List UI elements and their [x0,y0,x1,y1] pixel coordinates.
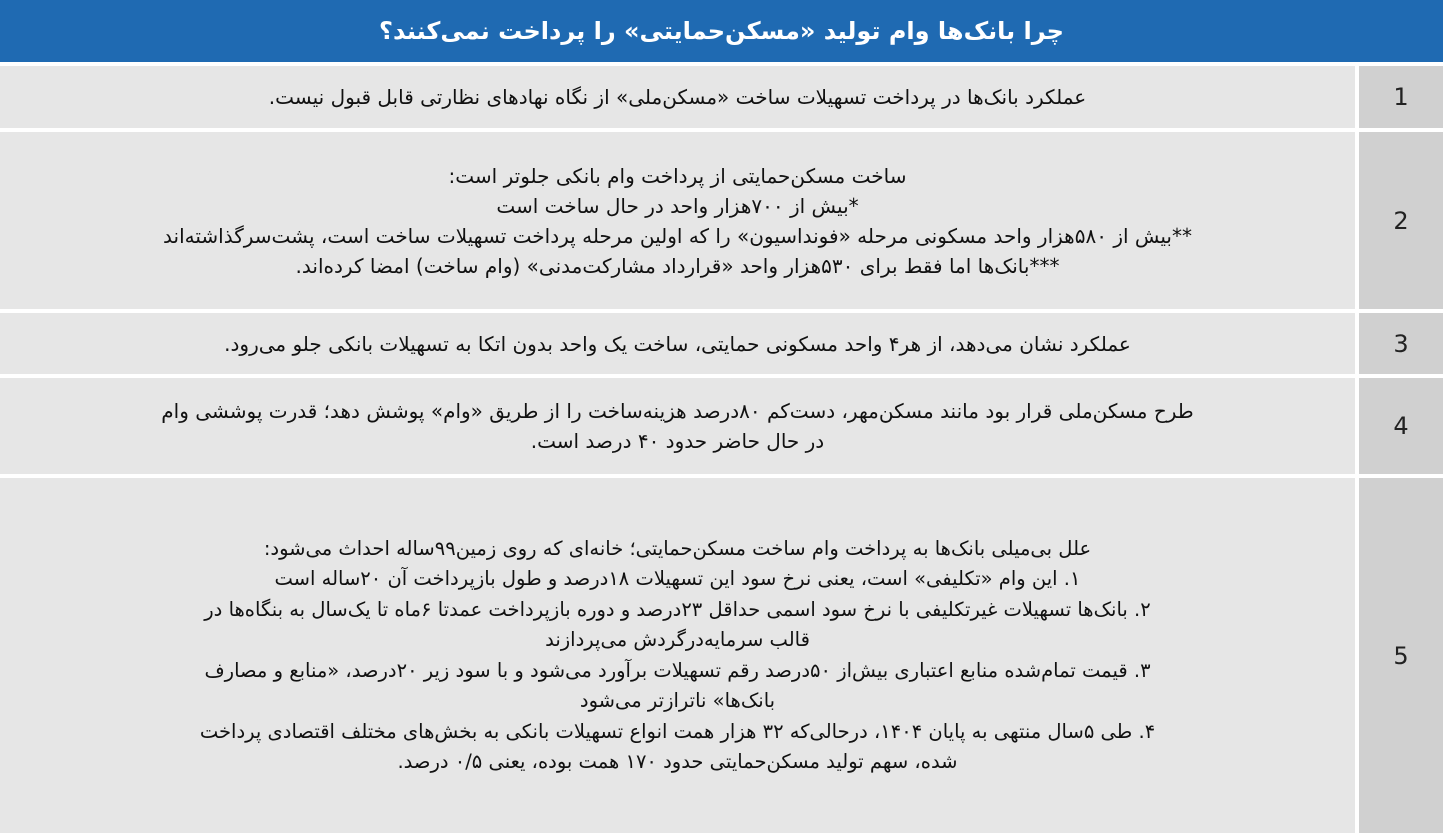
row-text: ۳. قیمت تمام‌شده منابع اعتباری بیش‌از ۵۰درصد رقم تسهیلات برآورد می‌شود و با سود زیر ۲۰درصد، «منابع و مصارف [204,658,1151,682]
row-text: *بیش از ۷۰۰هزار واحد در حال ساخت است [496,193,859,218]
row-text: ۲. بانک‌ها تسهیلات غیرتکلیفی با نرخ سود اسمی حداقل ۲۳درصد و دوره بازپرداخت عمدتا ۶ماه تا یک‌سال به بنگاه‌ها در [204,597,1151,621]
row-content [0,132,1355,309]
row-number: 1 [1359,66,1443,128]
row-content [0,378,1355,474]
row-number: 5 [1359,478,1443,833]
table-row [0,478,1443,833]
table-row [0,378,1443,474]
table-row [0,66,1443,128]
row-content [0,66,1355,128]
row-text: شده، سهم تولید مسکن‌حمایتی حدود ۱۷۰ همت بوده، یعنی ۰/۵ درصد. [397,750,958,773]
row-text: ساخت مسکن‌حمایتی از پرداخت وام بانکی جلوتر است: [448,163,907,188]
row-text: **بیش از ۵۸۰هزار واحد مسکونی مرحله «فونداسیون» را که اولین مرحله پرداخت تسهیلات ساخت است، پشت‌سرگذاشته‌اند [163,223,1192,248]
row-text: ۴. طی ۵سال منتهی به پایان ۱۴۰۴، درحالی‌که ۳۲ هزار همت انواع تسهیلات بانکی به بخش‌های مختلف اقتصادی پرداخت [199,719,1156,743]
row-number: 3 [1359,313,1443,374]
table-row [0,313,1443,374]
row-number: 2 [1359,132,1443,309]
row-text: عملکرد نشان می‌دهد، از هر۴ واحد مسکونی حمایتی، ساخت یک واحد بدون اتکا به تسهیلات بانکی جلو می‌رود. [224,331,1131,356]
row-text: طرح مسکن‌ملی قرار بود مانند مسکن‌مهر، دست‌کم ۸۰درصد هزینه‌ساخت را از طریق «وام» پوشش دهد؛ قدرت پوششی وام [161,399,1194,423]
row-number: 4 [1359,378,1443,474]
row-text: بانک‌ها» ناترازتر می‌شود [579,689,776,712]
row-text: عملکرد بانک‌ها در پرداخت تسهیلات ساخت «مسکن‌ملی» از نگاه نهادهای نظارتی قابل قبول نیست. [268,85,1087,109]
row-text: قالب سرمایه‌درگردش می‌پردازند [545,628,810,651]
row-text: ۱. این وام «تکلیفی» است، یعنی نرخ سود این تسهیلات ۱۸درصد و طول بازپرداخت آن ۲۰ساله است [274,567,1081,590]
row-content [0,478,1355,833]
table-row [0,132,1443,309]
table-title: چرا بانک‌ها وام تولید «مسکن‌حمایتی» را پرداخت نمی‌کنند؟ [0,0,1443,62]
row-text: ***بانک‌ها اما فقط برای ۵۳۰هزار واحد «قرارداد مشارکت‌مدنی» (وام ساخت) امضا کرده‌اند. [295,253,1060,278]
row-text: علل بی‌میلی بانک‌ها به پرداخت وام ساخت مسکن‌حمایتی؛ خانه‌ای که روی زمین۹۹ساله احداث می‌شود: [263,536,1092,560]
row-text: در حال حاضر حدود ۴۰ درصد است. [530,429,825,453]
row-content [0,313,1355,374]
